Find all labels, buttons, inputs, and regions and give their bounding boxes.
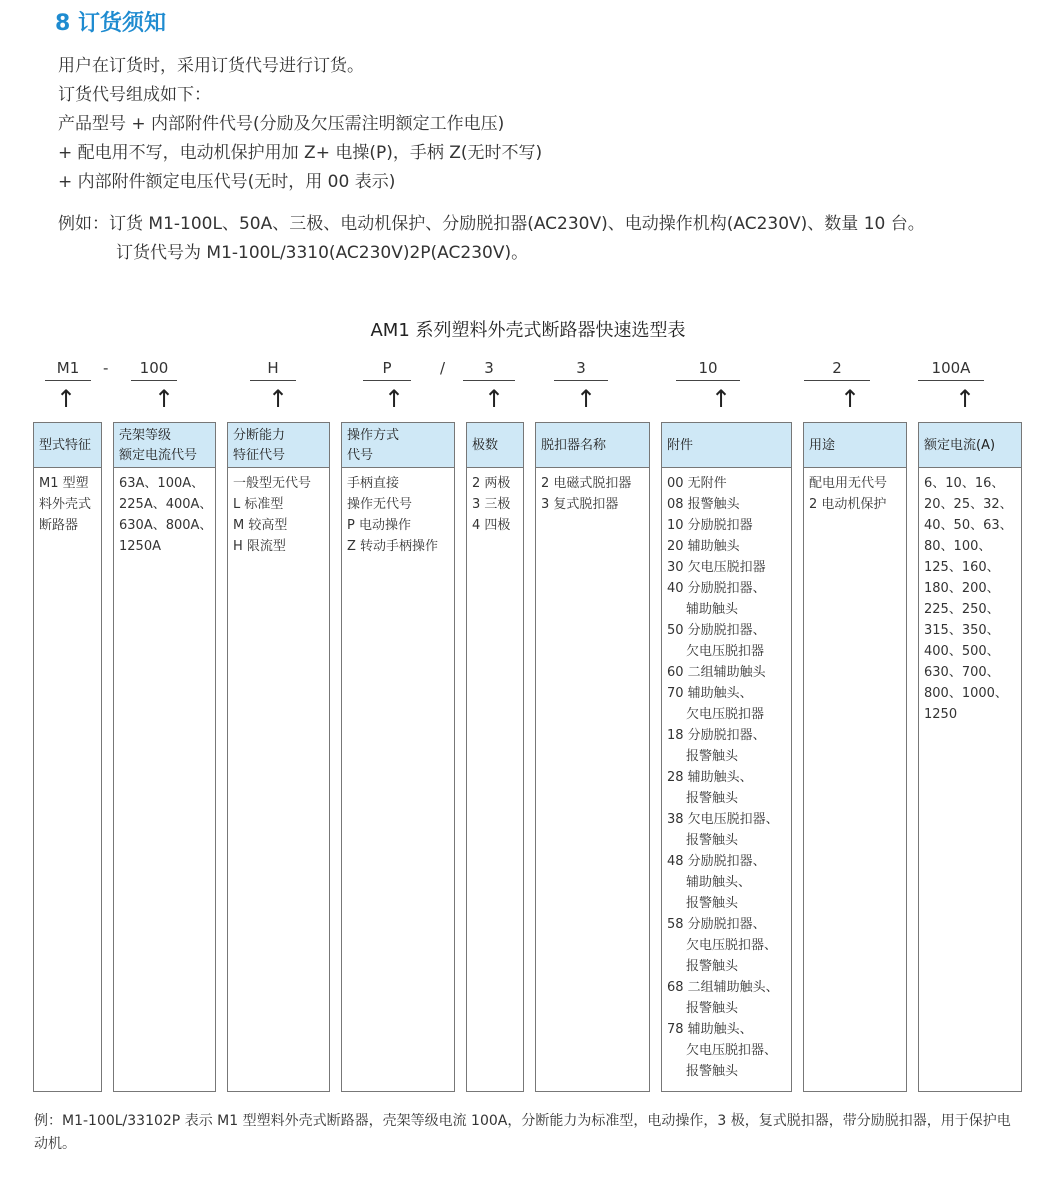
column-body [919, 468, 1021, 725]
code-current [918, 359, 984, 381]
column-header [804, 423, 906, 468]
code-underline [676, 380, 740, 381]
option-item: 80、100、 [924, 539, 992, 554]
code-text: 100 [139, 359, 169, 377]
option-item: 断路器 [39, 518, 79, 533]
column-body [467, 468, 523, 536]
column-header [662, 423, 791, 468]
option-item: 2 电动机保护 [809, 497, 887, 512]
code-breaking [250, 359, 296, 381]
column-release [535, 422, 650, 1092]
column-current [918, 422, 1022, 1092]
option-item-continued: 报警触头 [686, 1001, 739, 1016]
option-item-continued: 报警触头 [686, 1064, 739, 1079]
column-header [114, 423, 215, 468]
option-item: 48 分励脱扣器、 [667, 854, 766, 869]
intro-line: + 配电用不写，电动机保护用加 Z+ 电操(P)，手柄 Z(无时不写) [58, 143, 543, 163]
option-item: 1250A [119, 539, 161, 554]
code-text: 100A [931, 359, 971, 377]
option-item: 68 二组辅助触头、 [667, 980, 779, 995]
column-body [662, 468, 791, 1082]
column-header [919, 423, 1021, 468]
column-frame [113, 422, 216, 1092]
header-text: 壳架等级 [119, 428, 172, 443]
option-item: M1 型塑 [39, 476, 89, 491]
code-operation [363, 359, 411, 381]
code-underline [918, 380, 984, 381]
column-header [536, 423, 649, 468]
header-text: 用途 [809, 438, 836, 453]
column-body [342, 468, 454, 557]
code-underline [250, 380, 296, 381]
column-body [536, 468, 649, 515]
up-arrow-icon: ↑ [711, 385, 732, 413]
intro-line: 产品型号 + 内部附件代号(分励及欠压需注明额定工作电压) [58, 114, 505, 134]
code-underline [131, 380, 177, 381]
header-text: 额定电流(A) [924, 438, 996, 453]
option-item: H 限流型 [233, 539, 286, 554]
code-text: 3 [576, 359, 586, 377]
code-separator-slash: / [440, 359, 446, 377]
option-item-continued: 报警触头 [686, 959, 739, 974]
up-arrow-icon: ↑ [484, 385, 505, 413]
option-item: 30 欠电压脱扣器 [667, 560, 766, 575]
code-underline [554, 380, 608, 381]
up-arrow-icon: ↑ [840, 385, 861, 413]
up-arrow-icon: ↑ [576, 385, 597, 413]
option-item: L 标准型 [233, 497, 284, 512]
option-item-continued: 报警触头 [686, 896, 739, 911]
option-item: 40、50、63、 [924, 518, 1013, 533]
option-item-continued: 欠电压脱扣器、 [686, 938, 778, 953]
option-item: 一般型无代号 [233, 476, 312, 491]
option-item: 630、700、 [924, 665, 1000, 680]
option-item-continued: 辅助触头、 [686, 875, 752, 890]
option-item: 125、160、 [924, 560, 1000, 575]
code-underline [804, 380, 870, 381]
option-item-continued: 报警触头 [686, 749, 739, 764]
option-item: 40 分励脱扣器、 [667, 581, 766, 596]
up-arrow-icon: ↑ [56, 385, 77, 413]
code-model [45, 359, 91, 381]
header-text: 额定电流代号 [119, 448, 198, 463]
option-item: 400、500、 [924, 644, 1000, 659]
header-text: 型式特征 [39, 438, 92, 453]
option-item: 38 欠电压脱扣器、 [667, 812, 779, 827]
header-text: 特征代号 [233, 448, 286, 463]
option-item-continued: 辅助触头 [686, 602, 739, 617]
code-text: H [267, 359, 279, 377]
option-item: 50 分励脱扣器、 [667, 623, 766, 638]
column-body [228, 468, 329, 557]
column-operation [341, 422, 455, 1092]
example-line-1: 例如：订货 M1-100L、50A、三极、电动机保护、分励脱扣器(AC230V)、电动操作机构(AC230V)、数量 10 台。 [58, 214, 925, 234]
code-underline [463, 380, 515, 381]
header-text: 代号 [347, 448, 374, 463]
option-item: 630A、800A、 [119, 518, 213, 533]
intro-line: + 内部附件额定电压代号(无时，用 00 表示) [58, 172, 396, 192]
up-arrow-icon: ↑ [268, 385, 289, 413]
column-body [804, 468, 906, 515]
option-item: 70 辅助触头、 [667, 686, 753, 701]
option-item: 225、250、 [924, 602, 1000, 617]
option-item-continued: 欠电压脱扣器、 [686, 1043, 778, 1058]
option-item: 315、350、 [924, 623, 1000, 638]
option-item: Z 转动手柄操作 [347, 539, 439, 554]
code-text: 2 [832, 359, 842, 377]
code-text: M1 [56, 359, 80, 377]
ordering-instructions [58, 52, 542, 197]
column-breaking [227, 422, 330, 1092]
code-underline [45, 380, 91, 381]
option-item: 4 四极 [472, 518, 511, 533]
header-text: 极数 [472, 438, 499, 453]
option-item: 28 辅助触头、 [667, 770, 753, 785]
option-item: 1250 [924, 707, 958, 722]
option-item-continued: 报警触头 [686, 833, 739, 848]
option-item: P 电动操作 [347, 518, 411, 533]
option-item: 60 二组辅助触头 [667, 665, 766, 680]
code-text: 10 [698, 359, 718, 377]
option-item-continued: 欠电压脱扣器 [686, 707, 765, 722]
option-item: 00 无附件 [667, 476, 727, 491]
option-item: 20 辅助触头 [667, 539, 740, 554]
section-heading: 8 订货须知 [55, 11, 166, 36]
code-release [554, 359, 608, 381]
option-item: 手柄直接 [347, 476, 400, 491]
column-accessory [661, 422, 792, 1092]
intro-line: 用户在订货时，采用订货代号进行订货。 [58, 56, 364, 76]
intro-line: 订货代号组成如下： [58, 85, 211, 105]
option-item: 10 分励脱扣器 [667, 518, 753, 533]
column-header [228, 423, 329, 468]
header-text: 分断能力 [233, 428, 286, 443]
up-arrow-icon: ↑ [955, 385, 976, 413]
option-item: 18 分励脱扣器、 [667, 728, 766, 743]
column-body [34, 468, 101, 536]
code-separator-dash: - [103, 359, 109, 377]
column-usage [803, 422, 907, 1092]
column-header [342, 423, 454, 468]
code-frame [131, 359, 177, 381]
footer-note: 例：M1-100L/33102P 表示 M1 型塑料外壳式断路器，壳架等级电流 100A，分断能力为标准型，电动操作，3 极，复式脱扣器，带分励脱扣器，用于保护电动机。 [34, 1113, 1011, 1152]
header-text: 附件 [667, 438, 694, 453]
code-poles [463, 359, 515, 381]
option-item: 3 复式脱扣器 [541, 497, 619, 512]
up-arrow-icon: ↑ [384, 385, 405, 413]
option-item: 配电用无代号 [809, 476, 888, 491]
option-item: 2 电磁式脱扣器 [541, 476, 632, 491]
header-text: 脱扣器名称 [541, 438, 607, 453]
column-model [33, 422, 102, 1092]
code-accessory [676, 359, 740, 381]
header-text: 操作方式 [347, 428, 400, 443]
option-item: 操作无代号 [347, 497, 413, 512]
option-item: 800、1000、 [924, 686, 1008, 701]
order-example [58, 210, 925, 268]
option-item: 料外壳式 [39, 497, 92, 512]
option-item: 180、200、 [924, 581, 1000, 596]
code-usage [804, 359, 870, 381]
option-item: M 较高型 [233, 518, 288, 533]
code-text: P [382, 359, 392, 377]
option-item: 63A、100A、 [119, 476, 205, 491]
code-text: 3 [484, 359, 494, 377]
code-underline [363, 380, 411, 381]
up-arrow-icon: ↑ [154, 385, 175, 413]
option-item-continued: 欠电压脱扣器 [686, 644, 765, 659]
option-item: 3 三极 [472, 497, 511, 512]
option-item: 58 分励脱扣器、 [667, 917, 766, 932]
option-item: 08 报警触头 [667, 497, 740, 512]
option-item: 225A、400A、 [119, 497, 213, 512]
option-item: 20、25、32、 [924, 497, 1013, 512]
column-header [34, 423, 101, 468]
example-line-2: 订货代号为 M1-100L/3310(AC230V)2P(AC230V)。 [116, 243, 529, 263]
column-poles [466, 422, 524, 1092]
table-title: AM1 系列塑料外壳式断路器快速选型表 [370, 320, 686, 341]
option-item: 2 两极 [472, 476, 511, 491]
column-header [467, 423, 523, 468]
option-item: 6、10、16、 [924, 476, 1005, 491]
option-item: 78 辅助触头、 [667, 1022, 753, 1037]
option-item-continued: 报警触头 [686, 791, 739, 806]
column-body [114, 468, 215, 557]
